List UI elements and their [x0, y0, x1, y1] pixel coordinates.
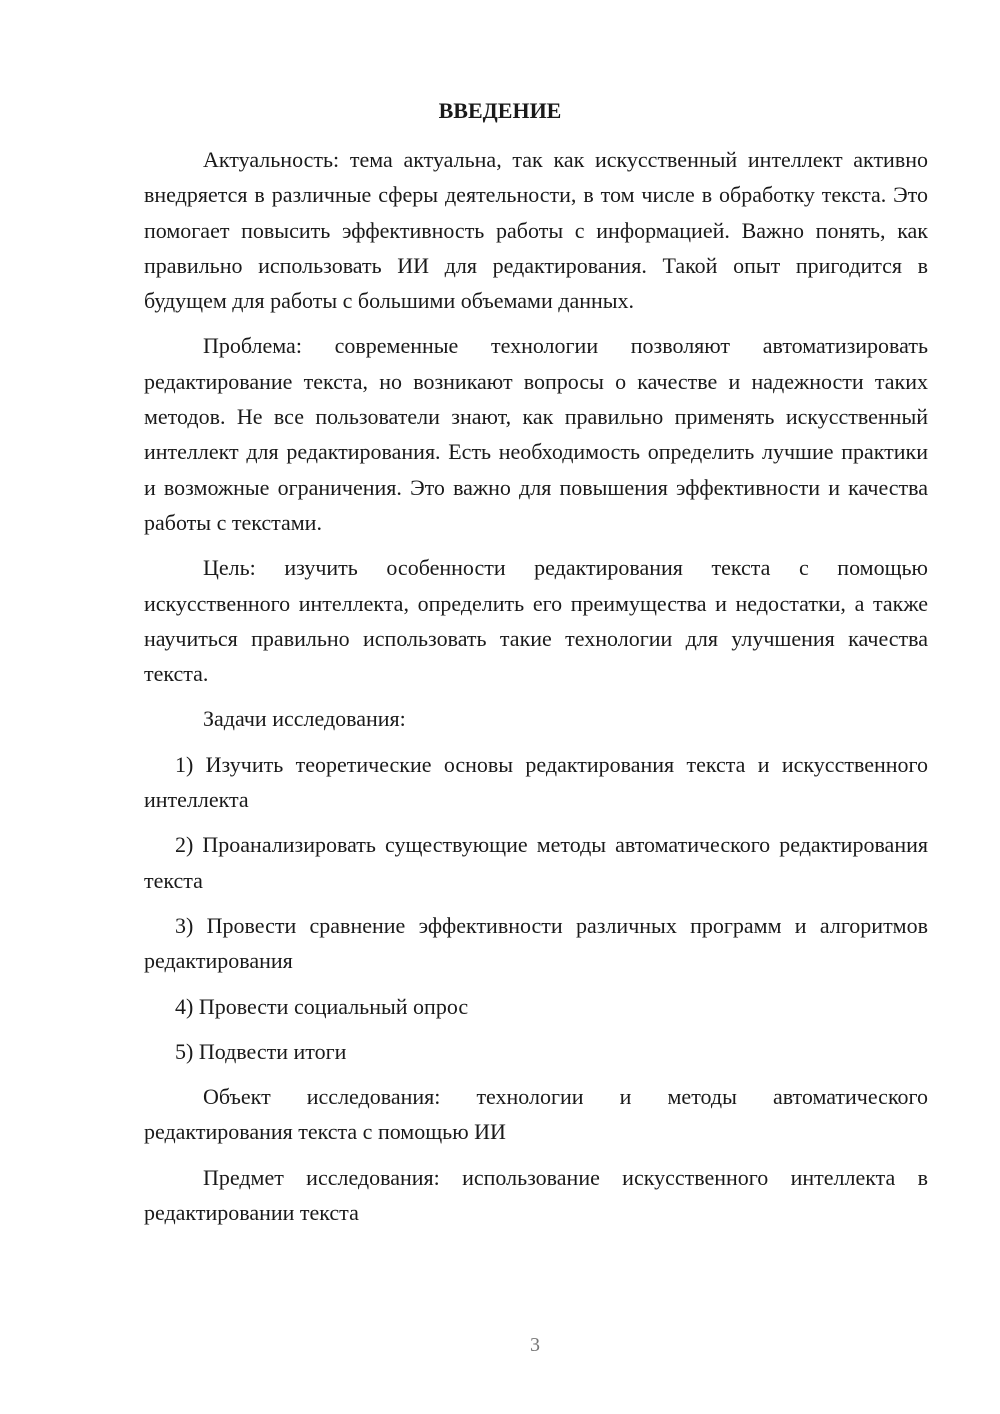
section-body — [144, 142, 928, 1240]
paragraph-object: Объект исследования: технологии и методы автоматического редактирования текста с помощью ИИ — [144, 1084, 928, 1145]
task-item-5: 5) Подвести итоги — [175, 1038, 347, 1064]
paragraph-problem: Проблема: современные технологии позволяют автоматизировать редактирование текста, но возникают вопросы о качестве и надежности таких методов. Не все пользователи знают, как правильно применять искусственный интеллект для редактирования. Есть необходимость определить лучшие практики и возможные ограничения. Это важно для повышения эффективности и качества работы с текстами. — [144, 333, 928, 535]
page-number: 3 — [530, 1334, 540, 1356]
task-item-2: 2) Проанализировать существующие методы автоматического редактирования текста — [144, 832, 928, 893]
paragraph-tasks-heading: Задачи исследования: — [203, 706, 406, 732]
section-heading: ВВЕДЕНИЕ — [438, 98, 562, 123]
task-item-1: 1) Изучить теоретические основы редактирования текста и искусственного интеллекта — [144, 751, 928, 813]
paragraph-goal: Цель: изучить особенности редактирования текста с помощью искусственного интеллекта, определить его преимущества и недостатки, а также научиться правильно использовать такие технологии для улучшения качества текста. — [144, 555, 928, 687]
paragraph-subject: Предмет исследования: использование искусственного интеллекта в редактировании текста — [144, 1164, 928, 1226]
task-item-4: 4) Провести социальный опрос — [175, 993, 469, 1019]
paragraph-relevance: Актуальность: тема актуальна, так как искусственный интеллект активно внедряется в различные сферы деятельности, в том числе в обработку текста. Это помогает повысить эффективность работы с информацией. Важно понять, как правильно использовать ИИ для редактирования. Такой опыт пригодится в будущем для работы с большими объемами данных. — [144, 147, 928, 314]
task-item-3: 3) Провести сравнение эффективности различных программ и алгоритмов редактирования — [144, 912, 928, 974]
